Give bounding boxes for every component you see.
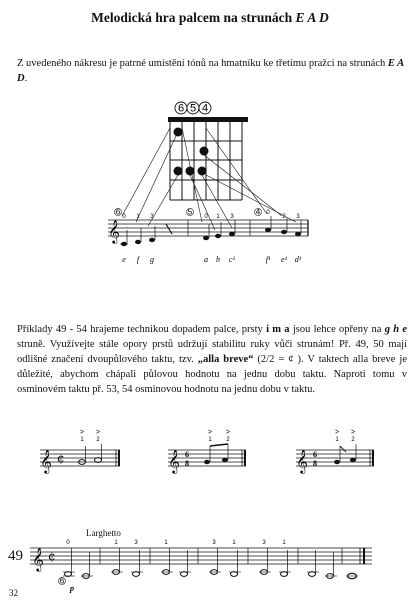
excerpt-2 (168, 429, 246, 474)
svg-text:>: > (79, 429, 85, 436)
intro-text: Z uvedeného nákresu je patrné umístění tónů na hmatníku ke třetímu pražci na strunách (17, 58, 388, 69)
note-h: h (216, 255, 220, 264)
svg-text:𝄞: 𝄞 (40, 449, 52, 473)
fing-5: 3 (230, 214, 234, 220)
note-g: g (150, 255, 154, 264)
body-alla-breve: „alla breve“ (197, 354, 254, 365)
title-text: Melodická hra palcem na strunách (91, 10, 296, 25)
excerpt-3 (296, 429, 374, 474)
note-f: f (136, 255, 140, 264)
ex3-fing-1: 1 (335, 437, 339, 443)
svg-text:𝄞: 𝄞 (108, 219, 120, 243)
note-e1: e¹ (281, 255, 287, 264)
string-circles (175, 102, 211, 115)
example-49-staff (30, 540, 372, 593)
svg-text:𝄞: 𝄞 (32, 547, 44, 571)
tempo-marking: Larghetto (86, 528, 121, 538)
svg-text:8: 8 (313, 459, 317, 468)
title-strings: E A D (295, 10, 329, 25)
staff-circle-4: 4 (255, 207, 261, 217)
svg-text:>: > (225, 429, 231, 436)
svg-text:𝄞: 𝄞 (168, 449, 180, 473)
ex49-fing-2: 3 (134, 540, 138, 546)
body-text-3: struně. Využívejte stále opory prstů udržují stabilitu ruky vůči strunám! Př. 49, 50 mají odlišné značení dvoupůlového taktu, tzv. (17, 339, 407, 365)
fing-6: 0 (266, 210, 270, 216)
staff-circle-6: 6 (115, 207, 121, 217)
svg-text:¢: ¢ (57, 451, 65, 465)
fing-4: 1 (216, 214, 220, 220)
staff-circle-5: 5 (187, 207, 193, 217)
svg-text:>: > (95, 429, 101, 436)
svg-text:>: > (350, 429, 356, 436)
circle-6-label: 6 (177, 102, 185, 115)
excerpt-1 (40, 429, 120, 474)
note-f1: f¹ (265, 255, 271, 264)
intro-strings: E A D (17, 58, 404, 84)
note-e: e (122, 255, 126, 264)
svg-text:¢: ¢ (48, 549, 56, 563)
note-a: a (204, 255, 208, 264)
ex1-fing-1: 1 (80, 437, 84, 443)
body-text-2: jsou lehce opřeny na (289, 324, 385, 335)
ex49-fing-4: 3 (212, 540, 216, 546)
body-ima: i m a (266, 324, 290, 335)
ex49-fing-1: 1 (114, 540, 118, 546)
ex49-fing-6: 3 (262, 540, 266, 546)
diagram-arrows (122, 128, 296, 230)
circle-4-label: 4 (201, 102, 209, 115)
ex49-fing-3: 1 (164, 540, 168, 546)
page-number: 32 (9, 588, 18, 598)
svg-text:8: 8 (185, 459, 189, 468)
ex49-dynamic: p (70, 584, 74, 593)
svg-text:6: 6 (313, 450, 317, 459)
fing-3: 0 (204, 214, 208, 220)
circle-5-label: 5 (189, 102, 197, 115)
body-ghe: g h e (384, 324, 407, 335)
ex1-fing-2: 2 (96, 437, 100, 443)
note-c1: c¹ (229, 255, 235, 264)
ex2-fing-2: 2 (226, 437, 230, 443)
ex49-fing-0: 0 (66, 540, 70, 546)
fing-0: 0 (122, 214, 126, 220)
body-text-1: Příklady 49 - 54 hrajeme technikou dopadem palce, prsty (17, 324, 267, 335)
ex3-fing-2: 2 (351, 437, 355, 443)
svg-text:>: > (207, 429, 213, 436)
example-number: 49 (8, 548, 23, 564)
body-paragraph (17, 322, 407, 397)
body-text-4: (2/2 = ¢ ). V taktech alla breve je důležité, abychom chápali půlovou hodnotu na jednu dobu taktu. Naproti tomu v osminovém taktu př. 53, 54 osminovou hodnotu na jednu dobu v taktu. (17, 354, 408, 395)
fing-1: 1 (136, 214, 140, 220)
note-d1: d¹ (294, 255, 302, 264)
fing-7: 2 (282, 214, 286, 220)
ex49-fing-5: 1 (232, 540, 236, 546)
svg-text:𝄞: 𝄞 (296, 449, 308, 473)
fing-2: 3 (150, 214, 154, 220)
intro-end: . (24, 73, 28, 84)
svg-text:>: > (334, 429, 340, 436)
fing-8: 3 (296, 214, 300, 220)
staff-note-chart (108, 208, 308, 265)
svg-text:6: 6 (185, 450, 189, 459)
ex49-fing-7: 1 (282, 540, 286, 546)
ex2-fing-1: 1 (208, 437, 212, 443)
ex49-string-circle: 6 (59, 576, 65, 586)
